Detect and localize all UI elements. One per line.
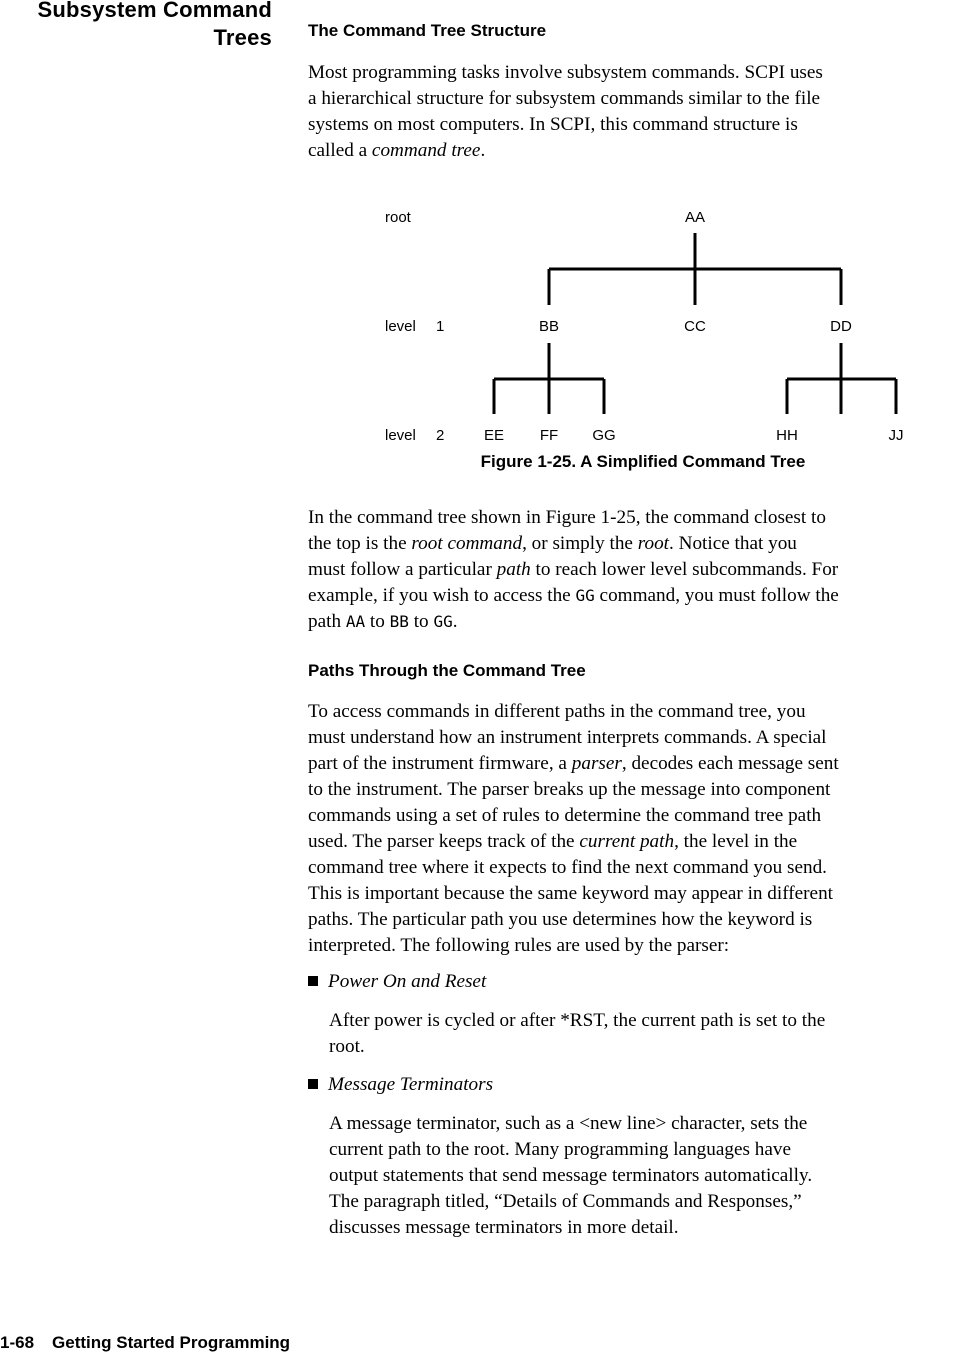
text-line — [308, 933, 972, 959]
text-run: to — [408, 611, 434, 632]
bullet-icon — [308, 1079, 318, 1089]
text-run: paths. The particular path you use determines how the keyword is — [308, 909, 813, 930]
rule-title: Power On and Reset — [328, 971, 487, 992]
text-line — [308, 881, 972, 907]
text-run: systems on most computers. In SCPI, this command structure is — [308, 114, 798, 135]
rule-power-on-reset-text — [329, 1008, 825, 1060]
text-run: must understand how an instrument interprets commands. A special — [308, 727, 827, 748]
emphasis: root — [637, 533, 670, 554]
text-run: to — [365, 611, 390, 632]
text-run: , or simply the — [522, 533, 638, 554]
node-hh: HH — [776, 427, 798, 444]
rule-text-line: output statements that send message terminators automatically. — [329, 1165, 813, 1186]
node-dd: DD — [830, 318, 852, 335]
text-run: a hierarchical structure for subsystem commands similar to the file — [308, 88, 821, 109]
paths-paragraph — [308, 699, 972, 959]
figure-caption: Figure 1-25. A Simplified Command Tree — [480, 452, 806, 471]
label-level1-num: 1 — [436, 318, 445, 335]
side-heading-line-2: Trees — [213, 25, 272, 50]
text-run: , decodes each message sent — [621, 753, 839, 774]
text-line — [308, 531, 972, 557]
section-heading-paths: Paths Through the Command Tree — [308, 661, 586, 680]
rule-power-on-reset — [308, 969, 486, 995]
text-line — [308, 505, 972, 531]
text-line — [308, 725, 972, 751]
label-level2-num: 2 — [436, 427, 445, 444]
text-run: command, you must follow the — [594, 585, 839, 606]
side-heading — [0, 0, 272, 52]
text-line — [308, 609, 972, 635]
text-run: used. The parser keeps track of the — [308, 831, 580, 852]
text-run: . Notice that you — [669, 533, 797, 554]
command-keyword: GG — [575, 586, 595, 605]
text-run: to the instrument. The parser breaks up the message into component — [308, 779, 831, 800]
text-line — [308, 112, 972, 138]
intro-paragraph — [308, 60, 972, 164]
text-line — [308, 557, 972, 583]
text-line — [308, 751, 972, 777]
text-run: To access commands in different paths in the command tree, you — [308, 701, 806, 722]
command-keyword: GG — [433, 612, 453, 631]
label-level1: level — [385, 318, 416, 335]
text-line — [308, 803, 972, 829]
text-run: This is important because the same keyword may appear in different — [308, 883, 833, 904]
section-heading-command-tree-structure: The Command Tree Structure — [308, 21, 547, 40]
node-ee: EE — [483, 427, 505, 444]
emphasis: root command — [411, 533, 523, 554]
label-level2: level — [385, 427, 416, 444]
text-run: path — [308, 611, 346, 632]
command-keyword: BB — [389, 612, 409, 631]
text-run: part of the instrument firmware, a — [308, 753, 572, 774]
text-line — [308, 86, 972, 112]
tree-explanation-paragraph — [308, 505, 972, 635]
text-run: to reach lower level subcommands. For — [530, 559, 839, 580]
text-line — [308, 699, 972, 725]
rule-title: Message Terminators — [328, 1074, 494, 1095]
text-run: commands using a set of rules to determine the command tree path — [308, 805, 822, 826]
rule-text-line: The paragraph titled, “Details of Commands and Responses,” — [329, 1191, 802, 1212]
text-run: called a — [308, 140, 372, 161]
text-run: . — [480, 140, 486, 161]
rule-message-terminators — [308, 1072, 493, 1098]
node-gg: GG — [592, 427, 616, 444]
text-run: Most programming tasks involve subsystem commands. SCPI uses — [308, 62, 823, 83]
rule-text-line: A message terminator, such as a <new line> character, sets the — [329, 1113, 808, 1134]
text-line — [308, 829, 972, 855]
page-footer — [0, 1333, 290, 1353]
rule-text-line: current path to the root. Many programming languages have — [329, 1139, 791, 1160]
text-run: command tree where it expects to find the next command you send. — [308, 857, 827, 878]
text-run: , the level in the — [674, 831, 798, 852]
text-line — [308, 855, 972, 881]
rule-text-line: discusses message terminators in more detail. — [329, 1217, 679, 1238]
text-line — [308, 907, 972, 933]
rule-text-line: root. — [329, 1036, 365, 1057]
command-tree-figure — [0, 195, 973, 485]
text-line — [308, 583, 972, 609]
text-run: example, if you wish to access the — [308, 585, 576, 606]
node-cc: CC — [684, 318, 706, 335]
text-run: . — [452, 611, 458, 632]
node-jj: JJ — [888, 427, 904, 444]
command-keyword: AA — [345, 612, 366, 631]
chapter-title: Getting Started Programming — [52, 1333, 291, 1352]
text-line — [308, 138, 972, 164]
label-root: root — [385, 209, 411, 226]
text-run: must follow a particular — [308, 559, 497, 580]
node-ff: FF — [539, 427, 559, 444]
text-run: the top is the — [308, 533, 412, 554]
node-aa: AA — [684, 209, 706, 226]
rule-text-line: After power is cycled or after *RST, the current path is set to the — [329, 1010, 826, 1031]
text-line — [308, 60, 972, 86]
node-bb: BB — [538, 318, 560, 335]
text-line — [308, 777, 972, 803]
emphasis: parser — [571, 753, 622, 774]
bullet-icon — [308, 976, 318, 986]
text-run: interpreted. The following rules are used by the parser: — [308, 935, 730, 956]
side-heading-line-1: Subsystem Command — [37, 0, 272, 22]
text-run: In the command tree shown in Figure 1-25, the command closest to — [308, 507, 826, 528]
page-number: 1-68 — [0, 1333, 35, 1352]
emphasis: current path — [579, 831, 675, 852]
rule-message-terminators-text — [329, 1111, 812, 1241]
emphasis: command tree — [371, 140, 481, 161]
emphasis: path — [496, 559, 531, 580]
